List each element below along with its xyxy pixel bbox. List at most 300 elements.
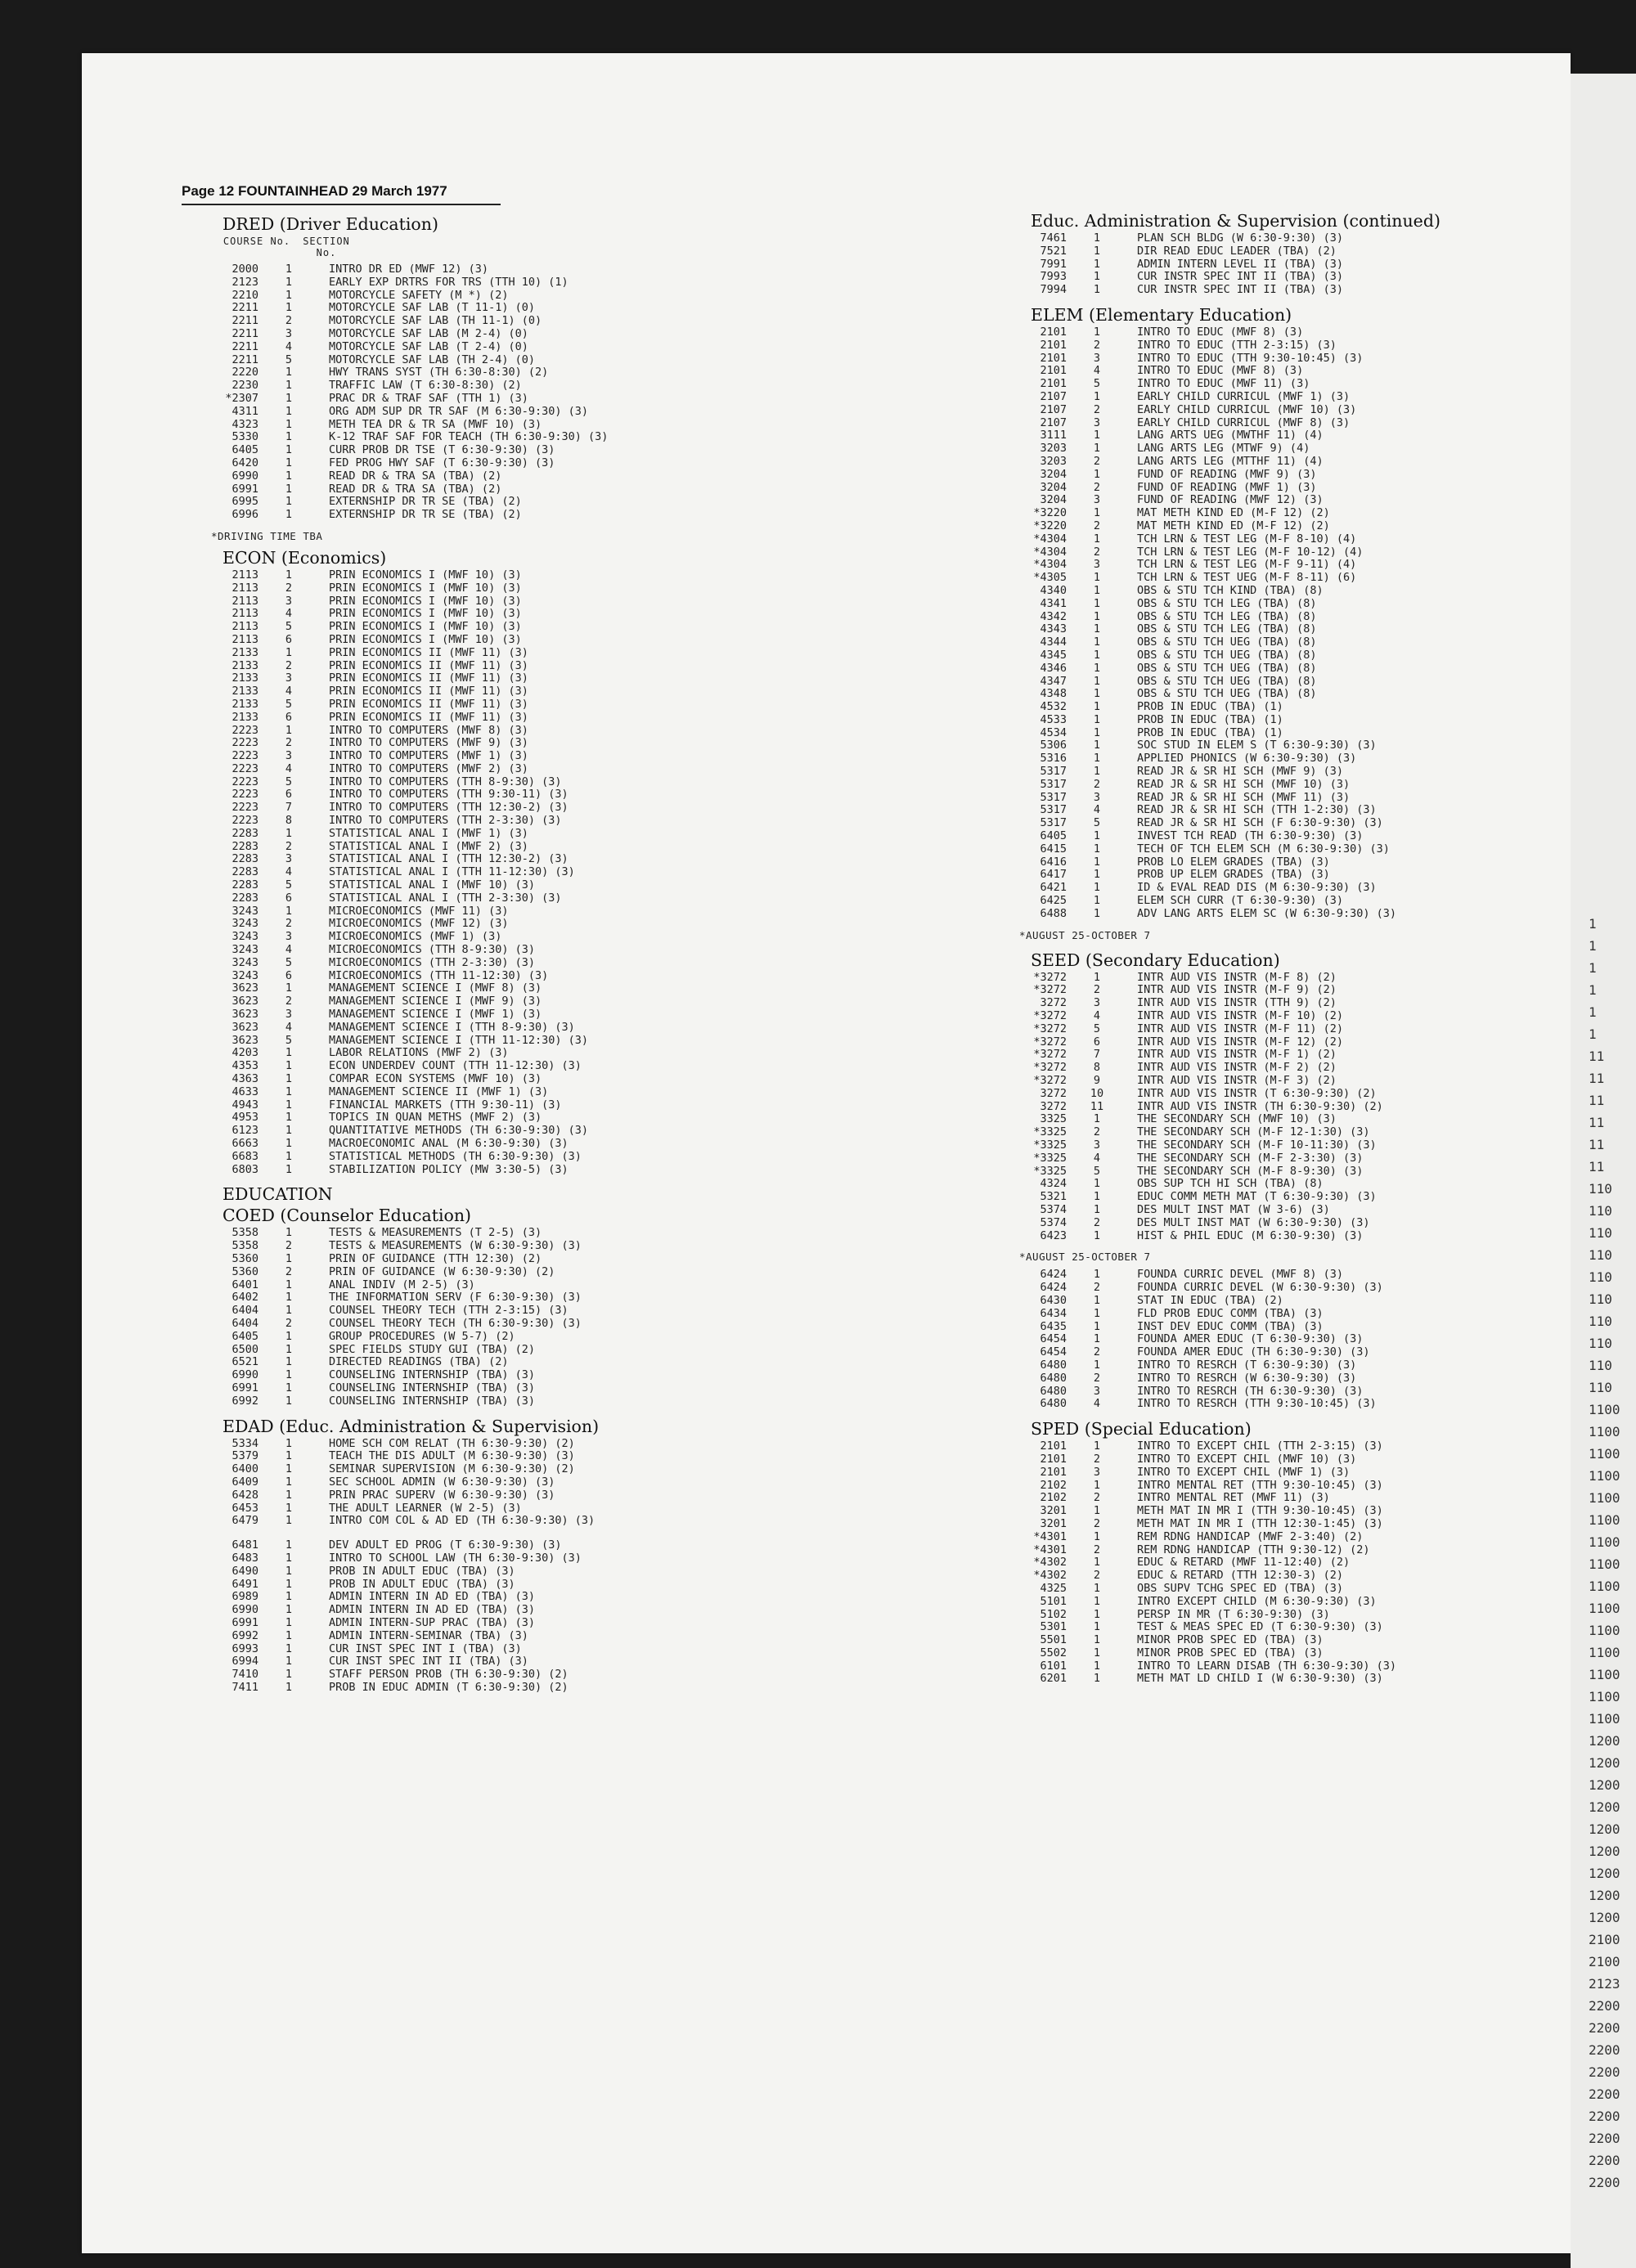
course-row	[1019, 271, 1567, 284]
section-number: 1	[1093, 257, 1101, 271]
course-description: TESTS & MEASUREMENTS (W 6:30-9:30) (3)	[329, 1239, 582, 1253]
section-number: 1	[1093, 700, 1101, 714]
course-row	[1019, 1126, 1567, 1139]
course-row	[1019, 1049, 1567, 1062]
course-description: PROB UP ELEM GRADES (TBA) (3)	[1137, 868, 1330, 882]
section-number: 1	[1093, 532, 1101, 546]
course-row	[211, 569, 816, 582]
course-row	[211, 763, 816, 776]
course-row	[1019, 365, 1567, 378]
course-number: *3325	[1033, 1125, 1067, 1139]
course-row	[211, 1643, 816, 1656]
section-number: 1	[1093, 1293, 1101, 1307]
course-list	[211, 1227, 816, 1408]
section-number: 1	[1093, 855, 1101, 869]
course-number: 2113	[231, 607, 258, 621]
section-number: 1	[285, 1278, 293, 1291]
course-description: INTRO EXCEPT CHILD (M 6:30-9:30) (3)	[1137, 1594, 1377, 1608]
adjacent-page-fragment: 2200	[1589, 2042, 1620, 2058]
course-number: 6421	[1040, 881, 1067, 895]
course-description: OBS SUPV TCHG SPEC ED (TBA) (3)	[1137, 1581, 1343, 1595]
course-description: EARLY EXP DRTRS FOR TRS (TTH 10) (1)	[329, 275, 569, 289]
adjacent-page-fragment: 11	[1589, 1049, 1605, 1064]
course-row	[211, 1668, 816, 1682]
course-number: 4324	[1040, 1177, 1067, 1191]
course-number: *3272	[1033, 1061, 1067, 1075]
section-number: 1	[1093, 596, 1101, 610]
course-description: MICROECONOMICS (TTH 2-3:30) (3)	[329, 955, 535, 969]
course-description: ADMIN INTERN LEVEL II (TBA) (3)	[1137, 257, 1343, 271]
course-number: 5317	[1040, 816, 1067, 830]
course-description: ANAL INDIV (M 2-5) (3)	[329, 1278, 475, 1291]
section-number: 1	[285, 1137, 293, 1150]
adjacent-page-fragment: 110	[1589, 1358, 1612, 1373]
course-description: PRIN OF GUIDANCE (TTH 12:30) (2)	[329, 1251, 542, 1265]
adjacent-page-fragment: 1200	[1589, 1844, 1620, 1859]
course-description: FUND OF READING (MWF 12) (3)	[1137, 493, 1324, 507]
course-number: 2283	[231, 878, 258, 892]
course-number: *3325	[1033, 1138, 1067, 1152]
course-description: REM RDNG HANDICAP (TTH 9:30-12) (2)	[1137, 1543, 1370, 1556]
section-number: 5	[285, 353, 293, 366]
course-description: QUANTITATIVE METHODS (TH 6:30-9:30) (3)	[329, 1124, 588, 1138]
section-number: 1	[285, 1514, 293, 1528]
course-number: 6490	[231, 1564, 258, 1578]
course-number: 2101	[1040, 338, 1067, 352]
course-description: COUNSEL THEORY TECH (TTH 2-3:15) (3)	[329, 1304, 569, 1318]
section-number: 5	[285, 878, 293, 892]
course-description: PRIN ECONOMICS I (MWF 10) (3)	[329, 632, 522, 646]
course-number: 6995	[231, 495, 258, 509]
course-number: 3201	[1040, 1504, 1067, 1518]
section-number: 1	[1093, 506, 1101, 520]
course-row	[211, 660, 816, 673]
section-number: 5	[285, 955, 293, 969]
course-description: FLD PROB EDUC COMM (TBA) (3)	[1137, 1306, 1324, 1320]
course-row	[211, 802, 816, 815]
section-number: 1	[1093, 283, 1101, 297]
course-row	[211, 483, 816, 496]
course-description: INTRO TO SCHOOL LAW (TH 6:30-9:30) (3)	[329, 1551, 582, 1565]
course-number: *3220	[1033, 519, 1067, 532]
course-row	[211, 1450, 816, 1463]
course-number: 6992	[231, 1628, 258, 1642]
course-number: 2107	[1040, 402, 1067, 416]
course-list	[211, 569, 816, 1176]
section-number: 1	[285, 1098, 293, 1112]
course-number: 4346	[1040, 661, 1067, 675]
course-row	[1019, 546, 1567, 559]
section-number: 1	[1093, 1190, 1101, 1204]
course-row	[211, 263, 816, 276]
course-description: MANAGEMENT SCIENCE I (TTH 11-12:30) (3)	[329, 1033, 588, 1047]
course-description: ADMIN INTERN-SEMINAR (TBA) (3)	[329, 1628, 528, 1642]
course-description: PRIN ECONOMICS II (MWF 11) (3)	[329, 645, 528, 659]
section-number: 1	[1093, 1177, 1101, 1191]
course-number: 2133	[231, 697, 258, 711]
footnote: *AUGUST 25-OCTOBER 7	[1019, 928, 1151, 941]
section-no-header: SECTION No.	[303, 236, 350, 258]
course-number: 7991	[1040, 257, 1067, 271]
course-row	[211, 1331, 816, 1344]
course-description: THE INFORMATION SERV (F 6:30-9:30) (3)	[329, 1291, 582, 1305]
course-number: 6480	[1040, 1397, 1067, 1411]
section-number: 2	[1093, 1371, 1101, 1385]
course-row	[211, 866, 816, 879]
course-description: INTRO DR ED (MWF 12) (3)	[329, 263, 489, 276]
course-row	[1019, 1308, 1567, 1321]
course-row	[1019, 752, 1567, 766]
course-description: INTRO TO COMPUTERS (TTH 2-3:30) (3)	[329, 814, 562, 828]
course-description: MICROECONOMICS (MWF 1) (3)	[329, 930, 502, 944]
adjacent-page-fragment: 110	[1589, 1203, 1612, 1219]
course-description: PROB IN EDUC (TBA) (1)	[1137, 700, 1283, 714]
course-number: 6409	[231, 1475, 258, 1489]
section-number: 4	[285, 685, 293, 698]
course-number: 2133	[231, 710, 258, 724]
course-number: 3623	[231, 1020, 258, 1034]
course-number: 2113	[231, 620, 258, 634]
course-row	[1019, 1269, 1567, 1282]
course-number: 6404	[231, 1304, 258, 1318]
section-number: 1	[285, 1162, 293, 1176]
section-number: 4	[1093, 803, 1101, 817]
course-number: 2211	[231, 301, 258, 315]
course-description: INTRO TO RESRCH (TH 6:30-9:30) (3)	[1137, 1384, 1364, 1398]
course-description: COUNSEL THEORY TECH (TH 6:30-9:30) (3)	[329, 1316, 582, 1330]
course-description: INTRO TO RESRCH (T 6:30-9:30) (3)	[1137, 1358, 1357, 1372]
section-number: 1	[1093, 1620, 1101, 1634]
footnote: *AUGUST 25-OCTOBER 7	[1019, 1251, 1151, 1264]
course-description: COUNSELING INTERNSHIP (TBA) (3)	[329, 1368, 535, 1382]
course-row	[1019, 585, 1567, 598]
course-number: 2211	[231, 353, 258, 366]
course-number: 2113	[231, 581, 258, 595]
section-number: 4	[1093, 1151, 1101, 1165]
section-number: 2	[1093, 1125, 1101, 1139]
course-number: 6454	[1040, 1345, 1067, 1359]
course-row	[1019, 984, 1567, 997]
section-number: 2	[1093, 1543, 1101, 1556]
course-row	[211, 328, 816, 341]
section-number: 6	[285, 891, 293, 905]
section-number: 1	[285, 1436, 293, 1450]
course-row	[211, 457, 816, 470]
course-description: THE SECONDARY SCH (M-F 2-3:30) (3)	[1137, 1151, 1364, 1165]
course-number: 2101	[1040, 1439, 1067, 1453]
course-description: OBS & STU TCH UEG (TBA) (8)	[1137, 687, 1317, 701]
course-description: STATISTICAL ANAL I (MWF 10) (3)	[329, 878, 535, 892]
course-row	[1019, 649, 1567, 662]
course-number: 4533	[1040, 712, 1067, 726]
course-description: METH TEA DR & TR SA (MWF 10) (3)	[329, 417, 542, 431]
course-row	[1019, 1453, 1567, 1466]
course-description: PROB IN EDUC ADMIN (T 6:30-9:30) (2)	[329, 1680, 569, 1694]
course-description: OBS & STU TCH UEG (TBA) (8)	[1137, 661, 1317, 675]
course-number: *3272	[1033, 970, 1067, 984]
section-number: 5	[1093, 377, 1101, 391]
section-number: 1	[1093, 1112, 1101, 1126]
course-number: 3201	[1040, 1516, 1067, 1530]
course-number: 2230	[231, 379, 258, 393]
course-row	[211, 685, 816, 698]
section-number: 1	[285, 1381, 293, 1394]
course-description: EDUC COMM METH MAT (T 6:30-9:30) (3)	[1137, 1190, 1377, 1204]
adjacent-page-fragment: 11	[1589, 1093, 1605, 1108]
course-description: HWY TRANS SYST (TH 6:30-8:30) (2)	[329, 366, 549, 379]
footnote: *DRIVING TIME TBA	[211, 529, 323, 542]
course-description: READ JR & SR HI SCH (F 6:30-9:30) (3)	[1137, 816, 1383, 830]
course-number: 3204	[1040, 480, 1067, 494]
course-description: INTRO TO EXCEPT CHIL (TTH 2-3:15) (3)	[1137, 1439, 1383, 1453]
course-number: 2283	[231, 865, 258, 879]
adjacent-page-fragment: 2100	[1589, 1954, 1620, 1969]
course-description: COUNSELING INTERNSHIP (TBA) (3)	[329, 1394, 535, 1408]
adjacent-page-fragment: 1200	[1589, 1888, 1620, 1903]
section-number: 6	[285, 632, 293, 646]
course-description: STATISTICAL ANAL I (TTH 12:30-2) (3)	[329, 852, 569, 866]
course-description: MINOR PROB SPEC ED (TBA) (3)	[1137, 1646, 1324, 1659]
course-number: 7994	[1040, 283, 1067, 297]
section-number: 1	[285, 1501, 293, 1515]
section-number: 1	[1093, 1594, 1101, 1608]
section-number: 1	[285, 1355, 293, 1369]
course-description: INTR AUD VIS INSTR (M-F 9) (2)	[1137, 983, 1337, 997]
section-number: 1	[285, 1655, 293, 1668]
course-row	[1019, 1480, 1567, 1493]
section-number: 5	[1093, 1164, 1101, 1178]
course-description: THE SECONDARY SCH (M-F 12-1:30) (3)	[1137, 1125, 1370, 1139]
adjacent-page-fragment: 1100	[1589, 1446, 1620, 1462]
section-number: 1	[1093, 1529, 1101, 1543]
course-description: STATISTICAL ANAL I (MWF 2) (3)	[329, 839, 528, 853]
course-row	[1019, 1505, 1567, 1518]
course-number: 6416	[1040, 855, 1067, 869]
section-heading-dred: DRED (Driver Education)	[222, 214, 438, 234]
course-description: EARLY CHILD CURRICUL (MWF 1) (3)	[1137, 389, 1351, 403]
course-description: TCH LRN & TEST LEG (M-F 10-12) (4)	[1137, 545, 1364, 559]
course-row	[1019, 688, 1567, 701]
course-number: 6488	[1040, 906, 1067, 920]
course-row	[1019, 636, 1567, 649]
course-description: INTRO MENTAL RET (TTH 9:30-10:45) (3)	[1137, 1478, 1383, 1492]
course-description: INTRO TO EXCEPT CHIL (MWF 1) (3)	[1137, 1465, 1351, 1479]
course-row	[1019, 1570, 1567, 1583]
section-number: 1	[285, 568, 293, 582]
adjacent-page-fragment: 2200	[1589, 2109, 1620, 2124]
course-number: 6992	[231, 1394, 258, 1408]
adjacent-page-fragment: 1100	[1589, 1424, 1620, 1439]
course-description: TCH LRN & TEST LEG (M-F 8-10) (4)	[1137, 532, 1357, 546]
course-row	[211, 1112, 816, 1125]
course-number: 6123	[231, 1124, 258, 1138]
course-number: 3243	[231, 968, 258, 982]
course-row	[211, 444, 816, 457]
course-row	[1019, 662, 1567, 676]
section-number: 1	[285, 456, 293, 469]
course-description: TOPICS IN QUAN METHS (MWF 2) (3)	[329, 1111, 542, 1125]
course-row	[211, 1604, 816, 1617]
section-number: 1	[1093, 752, 1101, 766]
course-description: EXTERNSHIP DR TR SE (TBA) (2)	[329, 495, 522, 509]
course-row	[211, 1655, 816, 1668]
section-number: 1	[1093, 442, 1101, 456]
course-row	[211, 1227, 816, 1240]
adjacent-page-fragment: 110	[1589, 1247, 1612, 1263]
course-row	[211, 698, 816, 712]
course-row	[211, 1515, 816, 1528]
course-number: 2220	[231, 366, 258, 379]
section-number: 7	[1093, 1048, 1101, 1062]
section-number: 1	[1093, 1202, 1101, 1216]
course-row	[211, 1552, 816, 1565]
section-number: 1	[1093, 325, 1101, 339]
section-number: 1	[285, 1368, 293, 1382]
course-description: INTR AUD VIS INSTR (M-F 10) (2)	[1137, 1009, 1343, 1023]
course-number: 2101	[1040, 1452, 1067, 1466]
section-number: 1	[285, 1564, 293, 1578]
adjacent-page-fragment: 1100	[1589, 1402, 1620, 1417]
course-row	[1019, 1346, 1567, 1359]
course-number: 2113	[231, 632, 258, 646]
course-row	[1019, 482, 1567, 495]
course-description: INTRO TO RESRCH (W 6:30-9:30) (3)	[1137, 1371, 1357, 1385]
course-number: *4304	[1033, 545, 1067, 559]
course-description: DIRECTED READINGS (TBA) (2)	[329, 1355, 509, 1369]
course-row	[211, 431, 816, 444]
course-description: MICROECONOMICS (MWF 12) (3)	[329, 917, 509, 931]
course-number: 2101	[1040, 377, 1067, 391]
course-description: INTRO TO COMPUTERS (MWF 2) (3)	[329, 761, 528, 775]
course-number: 2223	[231, 775, 258, 788]
course-row	[1019, 739, 1567, 752]
adjacent-page-fragment: 2200	[1589, 2020, 1620, 2036]
course-list	[1019, 972, 1567, 1243]
course-row	[1019, 1075, 1567, 1088]
course-row	[211, 1539, 816, 1552]
adjacent-page-edge	[1571, 74, 1636, 2268]
course-description: MICROECONOMICS (TTH 8-9:30) (3)	[329, 943, 535, 957]
course-description: STABILIZATION POLICY (MW 3:30-5) (3)	[329, 1162, 569, 1176]
section-number: 2	[1093, 983, 1101, 997]
course-description: LABOR RELATIONS (MWF 2) (3)	[329, 1046, 509, 1060]
course-description: MANAGEMENT SCIENCE I (TTH 8-9:30) (3)	[329, 1020, 575, 1034]
course-description: OBS & STU TCH UEG (TBA) (8)	[1137, 635, 1317, 649]
course-row	[1019, 284, 1567, 297]
section-number: 1	[285, 1628, 293, 1642]
course-number: 6400	[231, 1462, 258, 1476]
course-number: 3203	[1040, 454, 1067, 468]
course-description: EARLY CHILD CURRICUL (MWF 10) (3)	[1137, 402, 1357, 416]
course-description: EDUC & RETARD (TTH 12:30-3) (2)	[1137, 1569, 1343, 1583]
course-row	[211, 672, 816, 685]
section-number: 1	[1093, 1439, 1101, 1453]
course-description: INTR AUD VIS INSTR (TTH 9) (2)	[1137, 996, 1337, 1010]
course-row	[1019, 997, 1567, 1010]
course-row	[1019, 391, 1567, 404]
course-description: PROB IN EDUC (TBA) (1)	[1137, 725, 1283, 739]
course-row	[211, 725, 816, 738]
section-number: 1	[1093, 1228, 1101, 1242]
course-description: CUR INST SPEC INT I (TBA) (3)	[329, 1641, 522, 1655]
adjacent-page-fragment: 2200	[1589, 2064, 1620, 2080]
course-description: HOME SCH COM RELAT (TH 6:30-9:30) (2)	[329, 1436, 575, 1450]
course-number: 2133	[231, 685, 258, 698]
course-number: 7410	[231, 1668, 258, 1682]
course-number: 2211	[231, 339, 258, 353]
course-description: ADV LANG ARTS ELEM SC (W 6:30-9:30) (3)	[1137, 906, 1396, 920]
section-number: 2	[285, 1239, 293, 1253]
section-number: 6	[1093, 1035, 1101, 1049]
section-number: 4	[285, 761, 293, 775]
course-number: 5330	[231, 430, 258, 444]
course-description: OBS & STU TCH KIND (TBA) (8)	[1137, 583, 1324, 597]
course-row	[211, 608, 816, 621]
course-description: STATISTICAL ANAL I (TTH 2-3:30) (3)	[329, 891, 562, 905]
section-number: 4	[1093, 1009, 1101, 1023]
section-number	[258, 1528, 319, 1539]
course-row	[211, 496, 816, 509]
course-number: 6402	[231, 1291, 258, 1305]
section-number: 1	[285, 1603, 293, 1617]
course-description: MICROECONOMICS (MWF 11) (3)	[329, 904, 509, 918]
course-number: 2133	[231, 645, 258, 659]
course-number: 2107	[1040, 389, 1067, 403]
adjacent-page-fragment: 1100	[1589, 1468, 1620, 1484]
course-row	[1019, 869, 1567, 882]
adjacent-page-fragment: 1	[1589, 1026, 1597, 1042]
course-row	[1019, 507, 1567, 520]
course-number: 6994	[231, 1655, 258, 1668]
section-number: 1	[1093, 842, 1101, 856]
section-number: 4	[285, 339, 293, 353]
adjacent-page-fragment: 110	[1589, 1314, 1612, 1329]
course-row	[1019, 908, 1567, 921]
course-row	[1019, 456, 1567, 469]
section-number: 1	[285, 1342, 293, 1356]
course-row	[211, 931, 816, 944]
course-number: 4325	[1040, 1581, 1067, 1595]
course-number: 6435	[1040, 1319, 1067, 1333]
section-number: 4	[1093, 364, 1101, 378]
education-heading: EDUCATION	[222, 1184, 333, 1205]
course-description: METH MAT IN MR I (TTH 9:30-10:45) (3)	[1137, 1504, 1383, 1518]
course-row	[211, 302, 816, 315]
course-row	[1019, 469, 1567, 482]
course-description: INTRO TO COMPUTERS (MWF 8) (3)	[329, 723, 528, 737]
course-number: 2283	[231, 891, 258, 905]
course-number: 6454	[1040, 1332, 1067, 1346]
course-description: THE SECONDARY SCH (M-F 8-9:30) (3)	[1137, 1164, 1364, 1178]
course-number: 2102	[1040, 1478, 1067, 1492]
course-number: 4203	[231, 1046, 258, 1060]
course-description: PRIN ECONOMICS I (MWF 10) (3)	[329, 620, 522, 634]
course-list	[211, 263, 816, 522]
course-row	[1019, 792, 1567, 805]
course-number: 5374	[1040, 1202, 1067, 1216]
course-description: INTRO COM COL & AD ED (TH 6:30-9:30) (3)	[329, 1514, 596, 1528]
course-number: 6404	[231, 1316, 258, 1330]
section-number: 1	[285, 469, 293, 483]
course-row	[211, 892, 816, 905]
course-number: 4344	[1040, 635, 1067, 649]
section-number: 1	[285, 1641, 293, 1655]
course-number: 6993	[231, 1641, 258, 1655]
section-number: 1	[285, 301, 293, 315]
section-number: 1	[285, 1538, 293, 1552]
course-number: 6430	[1040, 1293, 1067, 1307]
section-number: 1	[1093, 661, 1101, 675]
